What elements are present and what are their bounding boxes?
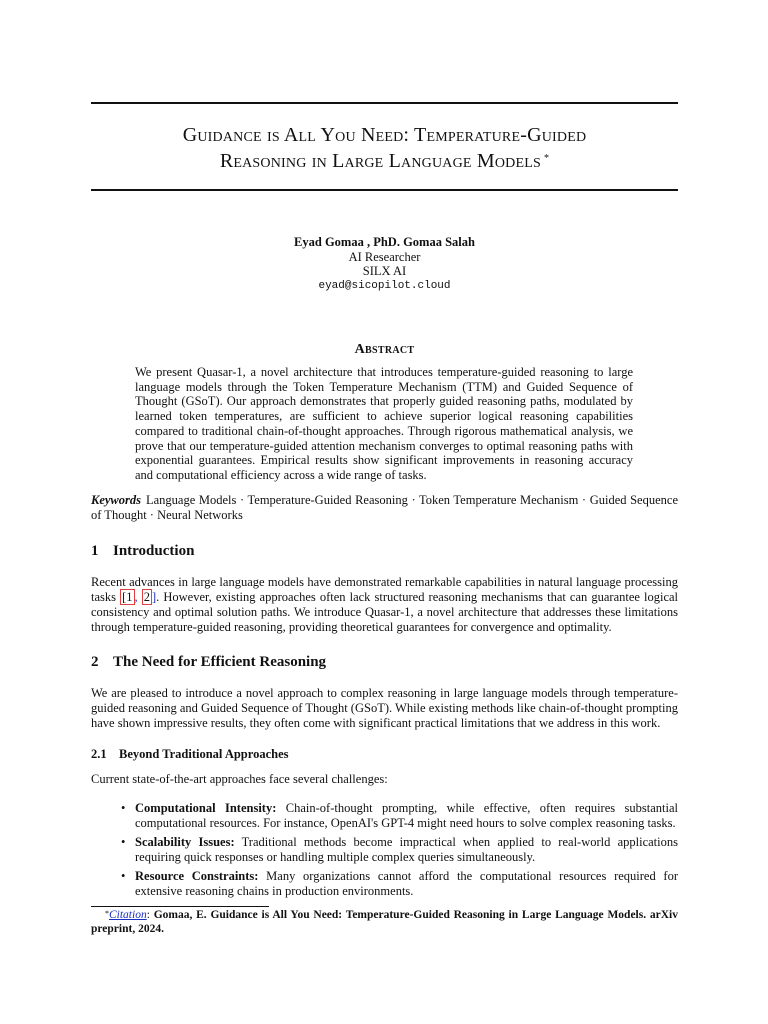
author-role: AI Researcher [348,249,421,264]
abstract-body: We present Quasar-1, a novel architecture that introduces temperature-guided reasoning to large language models through the Token Temperature Mechanism (TTM) and Guided Sequence of Thought (GSoT). Our approach demonstrates that properly guided reasoning paths, modulated by learned token temperatures, are sufficient to achieve superior logical reasoning capabilities compared to traditional chain-of-thought approaches. Through rigorous mathematical analysis, we prove that our temperature-guided attention mechanism converges to optimal reasoning paths with exponential guarantees. Empirical results show significant improvements in reasoning accuracy and computational efficiency across a wide range of tasks. [135,365,633,482]
section-title: Introduction [113,543,195,559]
subsection-heading-beyond-traditional [91,747,678,762]
author-email[interactable]: eyad@sicopilot.cloud [318,279,451,292]
list-item-text: Traditional methods become impractical when applied to real-world applications requiring quick responses or handling multiple complex queries simultaneously. [135,835,678,864]
paper-title [91,122,678,174]
citation-close: ] [151,590,157,604]
intro-text-b: . However, existing approaches often lack structured reasoning mechanisms that can guarantee logical consistency and optimal solution paths. We introduce Quasar-1, a novel architecture that addresses these limitations through temperature-guided reasoning, providing theoretical guarantees for convergence and optimality. [91,590,679,634]
challenges-intro: Current state-of-the-art approaches face several challenges: [91,772,388,786]
citation-2[interactable]: 2 [143,590,150,604]
list-item [121,869,678,899]
author-block [91,235,678,293]
abstract-heading: Abstract [354,342,415,357]
list-item [121,835,678,865]
section-heading-efficient-reasoning [91,654,678,671]
footnote-text: Gomaa, E. Guidance is All You Need: Temperature-Guided Reasoning in Large Language Models. arXiv preprint, 2024. [91,909,678,935]
bullet-icon: • [121,869,126,883]
subsection-title: Beyond Traditional Approaches [119,747,289,761]
introduction-paragraph [91,575,678,635]
section-number: 1 [91,543,99,559]
efficient-reasoning-paragraph: We are pleased to introduce a novel approach to complex reasoning in large language models through temperature-guided reasoning and Guided Sequence of Thought (GSoT). While existing methods like chain-of-thought prompting have shown impressive results, they often come with significant practical limitations that we address in this work. [91,686,678,730]
intro-text-a: Recent advances in large language models have demonstrated remarkable capabilities in natural language processing tasks [91,575,678,604]
author-affiliation: SILX AI [362,264,407,278]
footnote-label[interactable]: Citation [109,909,147,921]
list-item-term: Scalability Issues: [135,835,235,849]
subsection-number: 2.1 [91,747,107,761]
list-item [121,801,678,831]
title-bottom-rule [91,189,678,191]
section-number: 2 [91,654,99,670]
title-top-rule [91,102,678,104]
footnote [91,908,678,936]
list-item-text: Many organizations cannot afford the computational resources required for extensive reasoning chains in production environments. [135,869,679,898]
footnote-mark: * [105,909,109,918]
title-footnote-mark[interactable]: * [543,153,550,164]
bullet-icon: • [121,801,126,815]
keywords-text: Language Models · Temperature-Guided Reasoning · Token Temperature Mechanism · Guided Sequence of Thought · Neural Networks [91,493,678,522]
bullet-icon: • [121,835,126,849]
title-line-2: Reasoning in Large Language Models [219,150,541,172]
list-item-term: Resource Constraints: [135,869,259,883]
citation-1[interactable]: [1 [122,590,133,604]
list-item-text: Chain-of-thought prompting, while effective, often requires substantial computational resources. For instance, OpenAI's GPT-4 might need hours to solve complex reasoning tasks. [135,801,678,830]
footnote-separator: : [146,909,154,921]
section-title: The Need for Efficient Reasoning [113,654,327,670]
citation-link[interactable]: [1 , 2 ] [122,590,157,604]
title-line-1: Guidance is All You Need: Temperature-Guided [182,124,587,146]
list-item-term: Computational Intensity: [135,801,277,815]
challenges-list [121,801,678,903]
keywords-label: Keywords [91,493,141,507]
author-names: Eyad Gomaa , PhD. Gomaa Salah [294,235,475,249]
keywords-block [91,493,678,523]
footnote-rule [91,906,269,907]
section-heading-introduction [91,543,678,560]
